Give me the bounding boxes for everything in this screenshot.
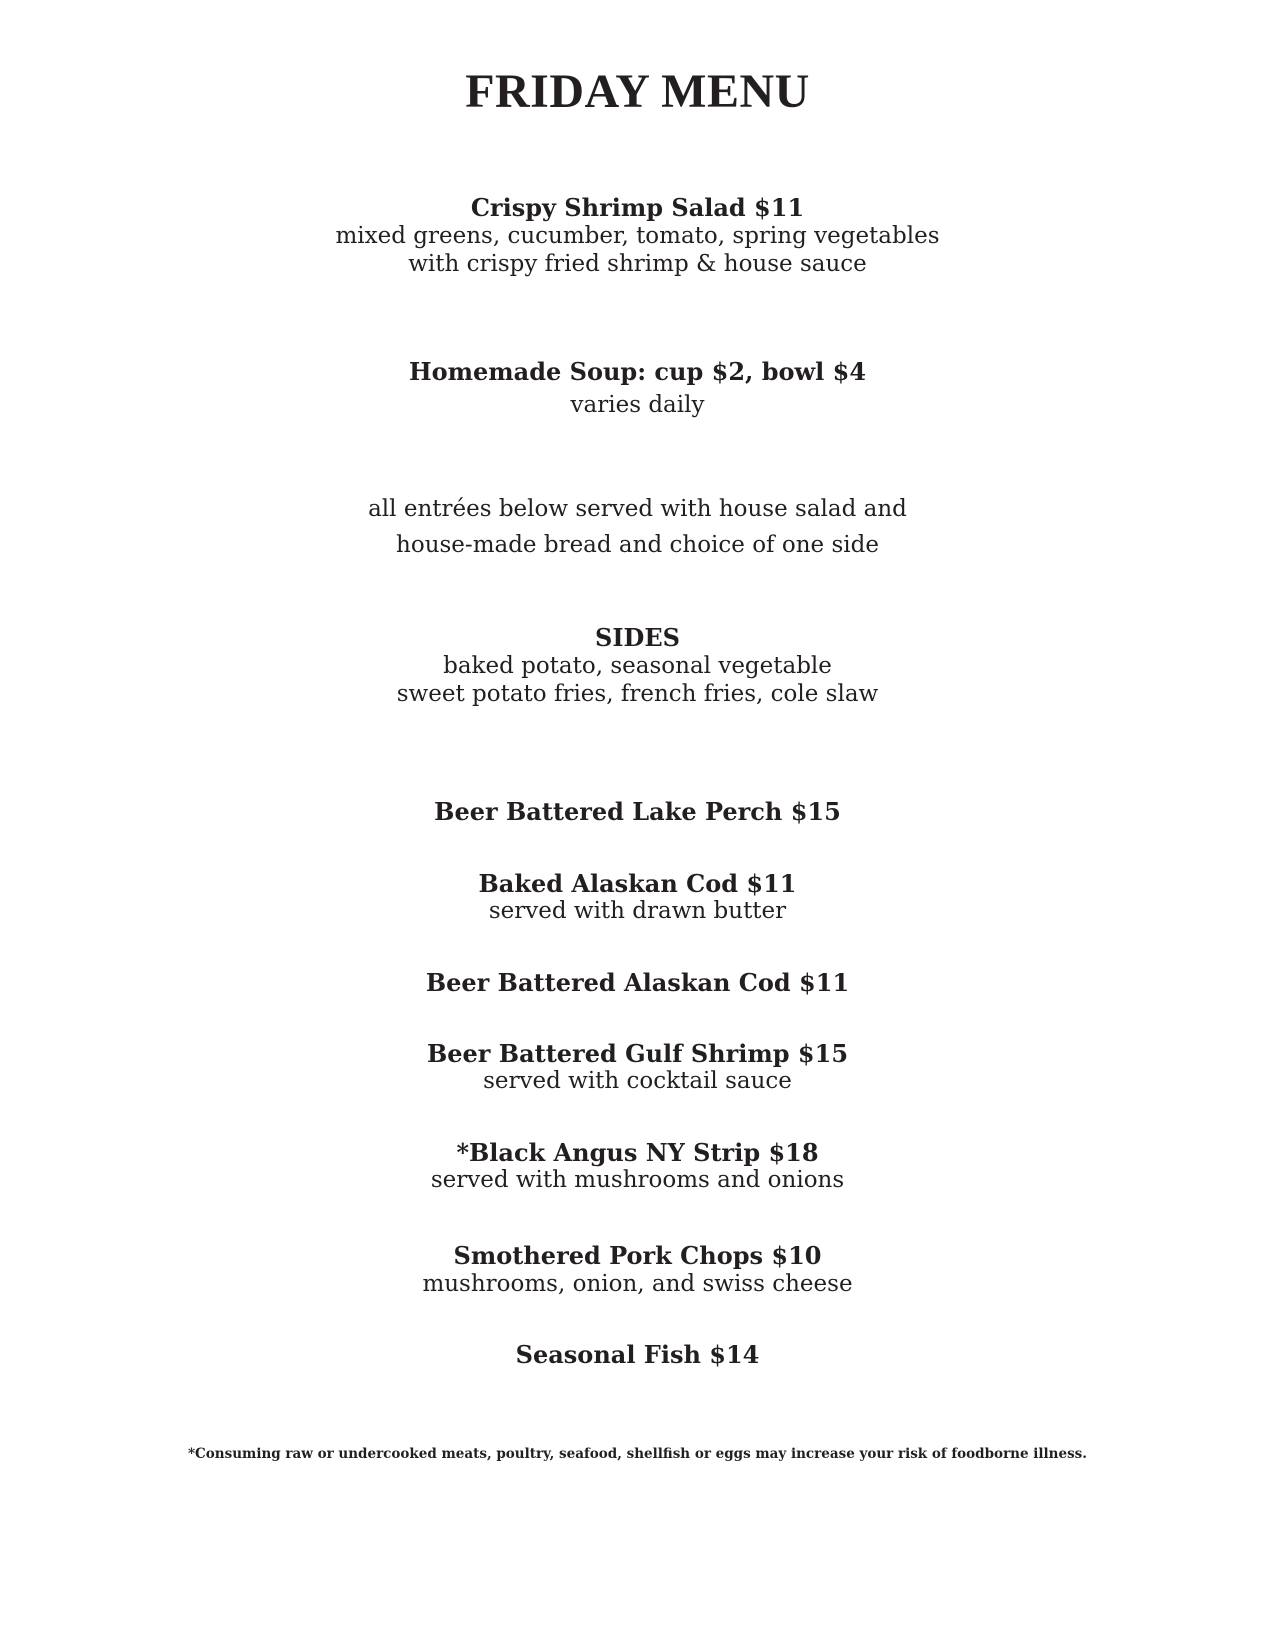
sides-list: sweet potato fries, french fries, cole slaw <box>396 681 879 707</box>
menu-item-name: Beer Battered Lake Perch $15 <box>434 797 841 826</box>
page-title: FRIDAY MENU <box>465 65 810 118</box>
entree-note: house-made bread and choice of one side <box>396 532 879 558</box>
menu-item-name: Baked Alaskan Cod $11 <box>478 869 797 898</box>
menu-item-description: with crispy fried shrimp & house sauce <box>408 251 867 277</box>
menu-item-description: served with mushrooms and onions <box>430 1167 845 1193</box>
entree-note: all entrées below served with house salad and <box>368 496 907 522</box>
sides-list: baked potato, seasonal vegetable <box>443 653 832 679</box>
menu-item-description: served with drawn butter <box>488 898 787 924</box>
menu-item-description: mushrooms, onion, and swiss cheese <box>422 1271 853 1297</box>
menu-item-name: *Black Angus NY Strip $18 <box>456 1138 819 1167</box>
menu-item-name: Smothered Pork Chops $10 <box>453 1241 822 1270</box>
sides-heading: SIDES <box>595 623 680 652</box>
menu-item-description: mixed greens, cucumber, tomato, spring vegetables <box>335 223 940 249</box>
menu-item-description: served with cocktail sauce <box>483 1068 792 1094</box>
menu-item-name: Beer Battered Alaskan Cod $11 <box>425 968 850 997</box>
menu-item-description: varies daily <box>570 392 705 418</box>
menu-item-name: Homemade Soup: cup $2, bowl $4 <box>408 357 867 386</box>
menu-item-name: Seasonal Fish $14 <box>515 1340 760 1369</box>
menu-item-name: Crispy Shrimp Salad $11 <box>470 193 805 222</box>
menu-item-name: Beer Battered Gulf Shrimp $15 <box>426 1039 849 1068</box>
health-disclaimer: *Consuming raw or undercooked meats, poultry, seafood, shellfish or eggs may increase your risk of foodborne illness. <box>188 1446 1087 1462</box>
